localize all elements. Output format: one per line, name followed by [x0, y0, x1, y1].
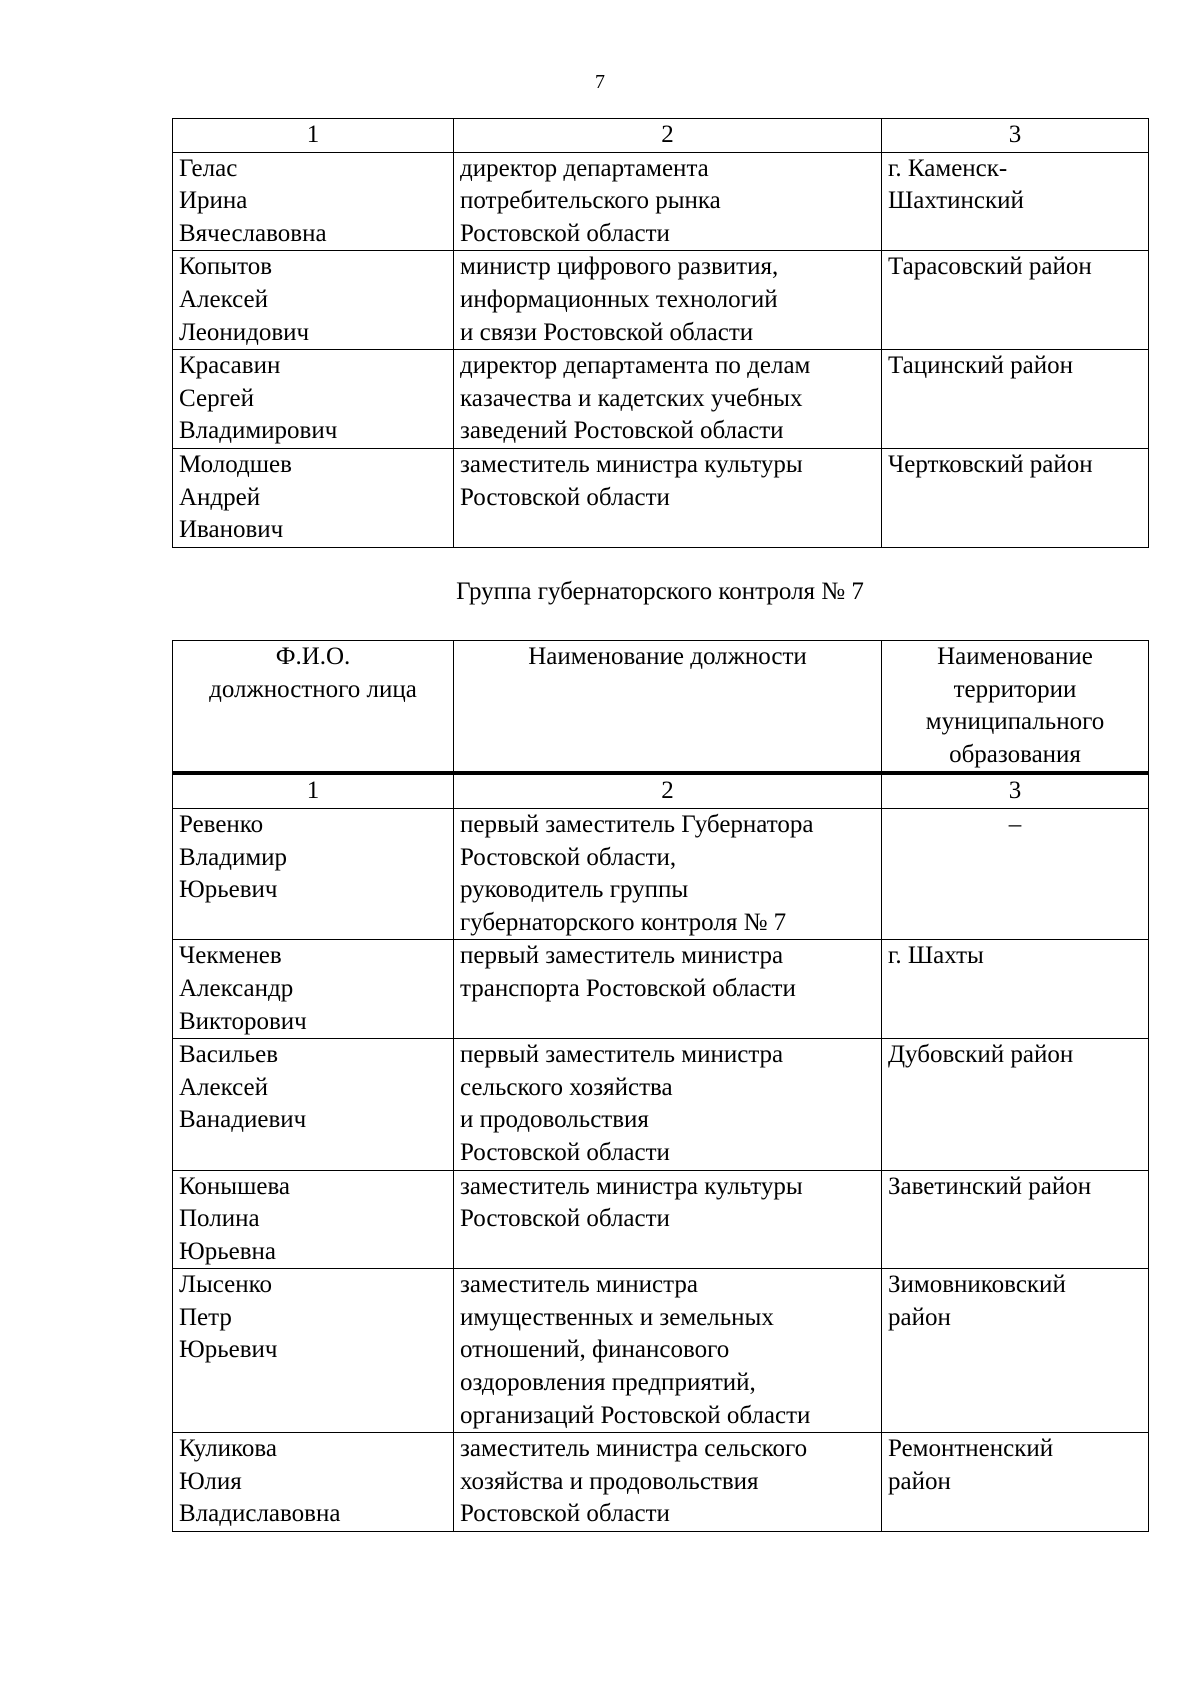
- name-line: Викторович: [179, 1007, 307, 1035]
- position-line: и продовольствия: [460, 1106, 649, 1134]
- header-name-cell: [173, 641, 454, 774]
- name-line: Владимир: [179, 843, 288, 871]
- position-line: информационных технологий: [460, 285, 778, 313]
- name-line: Куликова: [179, 1435, 277, 1463]
- position-line: заместитель министра культуры: [460, 1172, 803, 1200]
- position-line: казачества и кадетских учебных: [460, 384, 803, 412]
- position-line: сельского хозяйства: [460, 1073, 673, 1101]
- position-line: первый заместитель министра: [460, 942, 784, 970]
- name-line: Сергей: [179, 384, 254, 412]
- name-line: Ванадиевич: [179, 1106, 307, 1134]
- table-row: [173, 152, 1149, 251]
- territory-line: Тарасовский район: [888, 253, 1092, 281]
- territory-cell: [882, 152, 1149, 251]
- position-line: первый заместитель Губернатора: [460, 810, 814, 838]
- position-cell: [454, 1269, 882, 1433]
- name-line: Юрьевна: [179, 1237, 276, 1265]
- name-cell: [173, 448, 454, 547]
- name-line: Васильев: [179, 1041, 279, 1069]
- territory-line: г. Каменск-: [888, 154, 1008, 182]
- table-1: [172, 118, 1149, 548]
- name-line: Петр: [179, 1303, 232, 1331]
- position-line: транспорта Ростовской области: [460, 974, 796, 1002]
- name-line: Владиславовна: [179, 1500, 341, 1528]
- name-line: Ревенко: [179, 810, 264, 838]
- name-cell: [173, 808, 454, 939]
- column-number-row: [173, 773, 1149, 808]
- name-line: Леонидович: [179, 318, 310, 346]
- territory-line: Ремонтненский: [888, 1435, 1054, 1463]
- name-line: Конышева: [179, 1172, 291, 1200]
- territory-line: Чертковский район: [888, 450, 1093, 478]
- position-line: заведений Ростовской области: [460, 417, 784, 445]
- name-line: Гелас: [179, 154, 238, 182]
- table-row: [173, 940, 1149, 1039]
- territory-cell: [882, 1039, 1149, 1170]
- territory-cell: [882, 1170, 1149, 1269]
- position-cell: [454, 152, 882, 251]
- position-line: хозяйства и продовольствия: [460, 1467, 759, 1495]
- header-line: муниципального: [925, 708, 1105, 736]
- name-cell: [173, 940, 454, 1039]
- position-line: отношений, финансового: [460, 1336, 730, 1364]
- table-2: [172, 640, 1149, 1532]
- name-line: Красавин: [179, 352, 281, 380]
- position-line: заместитель министра: [460, 1271, 698, 1299]
- table-row: [173, 350, 1149, 449]
- name-cell: [173, 1039, 454, 1170]
- territory-line: Зимовниковский: [888, 1271, 1066, 1299]
- position-line: заместитель министра культуры: [460, 450, 803, 478]
- page-number: 7: [595, 71, 605, 93]
- position-line: организаций Ростовской области: [460, 1401, 811, 1429]
- header-row: [173, 641, 1149, 774]
- name-line: Юлия: [179, 1467, 242, 1495]
- position-line: и связи Ростовской области: [460, 318, 754, 346]
- territory-cell: [882, 808, 1149, 939]
- territory-line: –: [1008, 810, 1022, 838]
- territory-line: район: [888, 1467, 951, 1495]
- column-number-row: [173, 119, 1149, 153]
- position-cell: [454, 1039, 882, 1170]
- name-cell: [173, 1269, 454, 1433]
- header-line: Наименование должности: [528, 643, 807, 670]
- name-cell: [173, 152, 454, 251]
- table-row: [173, 1039, 1149, 1170]
- territory-line: район: [888, 1303, 951, 1331]
- territory-line: Заветинский район: [888, 1172, 1092, 1200]
- territory-line: Шахтинский: [888, 187, 1024, 215]
- header-line: территории: [953, 675, 1077, 703]
- header-line: Наименование: [937, 643, 1093, 670]
- territory-cell: [882, 1269, 1149, 1433]
- header-line: должностного лица: [209, 675, 417, 703]
- position-line: Ростовской области: [460, 1500, 670, 1528]
- name-line: Юрьевич: [179, 1336, 278, 1364]
- position-line: Ростовской области: [460, 1205, 670, 1233]
- header-position-cell: [454, 641, 882, 774]
- table-row: [173, 251, 1149, 350]
- name-cell: [173, 1170, 454, 1269]
- table-row: [173, 1433, 1149, 1532]
- name-line: Молодшев: [179, 450, 292, 478]
- territory-cell: [882, 448, 1149, 547]
- position-cell: [454, 1170, 882, 1269]
- position-line: директор департамента по делам: [460, 352, 811, 380]
- name-cell: [173, 350, 454, 449]
- position-line: имущественных и земельных: [460, 1303, 774, 1331]
- territory-cell: [882, 251, 1149, 350]
- position-line: Ростовской области: [460, 219, 670, 247]
- territory-line: Дубовский район: [888, 1041, 1074, 1069]
- territory-line: Тацинский район: [888, 352, 1073, 380]
- column-number-cell: 3: [882, 119, 1149, 153]
- territory-cell: [882, 940, 1149, 1039]
- name-line: Копытов: [179, 253, 273, 281]
- territory-cell: [882, 350, 1149, 449]
- territory-cell: [882, 1433, 1149, 1532]
- column-number-cell: 1: [173, 119, 454, 153]
- name-cell: [173, 1433, 454, 1532]
- position-line: губернаторского контроля № 7: [460, 908, 787, 936]
- header-line: Ф.И.О.: [275, 643, 351, 670]
- name-line: Ирина: [179, 187, 248, 215]
- position-cell: [454, 940, 882, 1039]
- header-territory-cell: [882, 641, 1149, 774]
- position-line: Ростовской области: [460, 483, 670, 511]
- column-number-cell: 2: [454, 119, 882, 153]
- position-cell: [454, 448, 882, 547]
- position-cell: [454, 251, 882, 350]
- table-row: [173, 808, 1149, 939]
- position-line: директор департамента: [460, 154, 709, 182]
- table-row: [173, 1170, 1149, 1269]
- position-line: министр цифрового развития,: [460, 253, 779, 281]
- position-line: потребительского рынка: [460, 187, 721, 215]
- position-line: заместитель министра сельского: [460, 1435, 808, 1463]
- position-cell: [454, 1433, 882, 1532]
- column-number-cell: 3: [882, 773, 1149, 808]
- table-row: [173, 1269, 1149, 1433]
- name-line: Андрей: [179, 483, 261, 511]
- group-title: Группа губернаторского контроля № 7: [456, 578, 864, 605]
- name-line: Иванович: [179, 516, 284, 544]
- name-line: Вячеславовна: [179, 219, 327, 247]
- position-line: первый заместитель министра: [460, 1041, 784, 1069]
- name-line: Полина: [179, 1205, 260, 1233]
- name-line: Юрьевич: [179, 876, 278, 904]
- name-line: Лысенко: [179, 1271, 273, 1299]
- position-line: Ростовской области: [460, 1138, 670, 1166]
- name-line: Алексей: [179, 285, 269, 313]
- name-line: Александр: [179, 974, 294, 1002]
- name-line: Владимирович: [179, 417, 338, 445]
- column-number-cell: 1: [173, 773, 454, 808]
- position-line: руководитель группы: [460, 876, 689, 904]
- name-line: Алексей: [179, 1073, 269, 1101]
- column-number-cell: 2: [454, 773, 882, 808]
- table-row: [173, 448, 1149, 547]
- name-line: Чекменев: [179, 942, 282, 970]
- header-line: образования: [949, 740, 1081, 768]
- position-cell: [454, 350, 882, 449]
- position-line: оздоровления предприятий,: [460, 1369, 756, 1397]
- territory-line: г. Шахты: [888, 942, 984, 970]
- position-line: Ростовской области,: [460, 843, 677, 871]
- position-cell: [454, 808, 882, 939]
- name-cell: [173, 251, 454, 350]
